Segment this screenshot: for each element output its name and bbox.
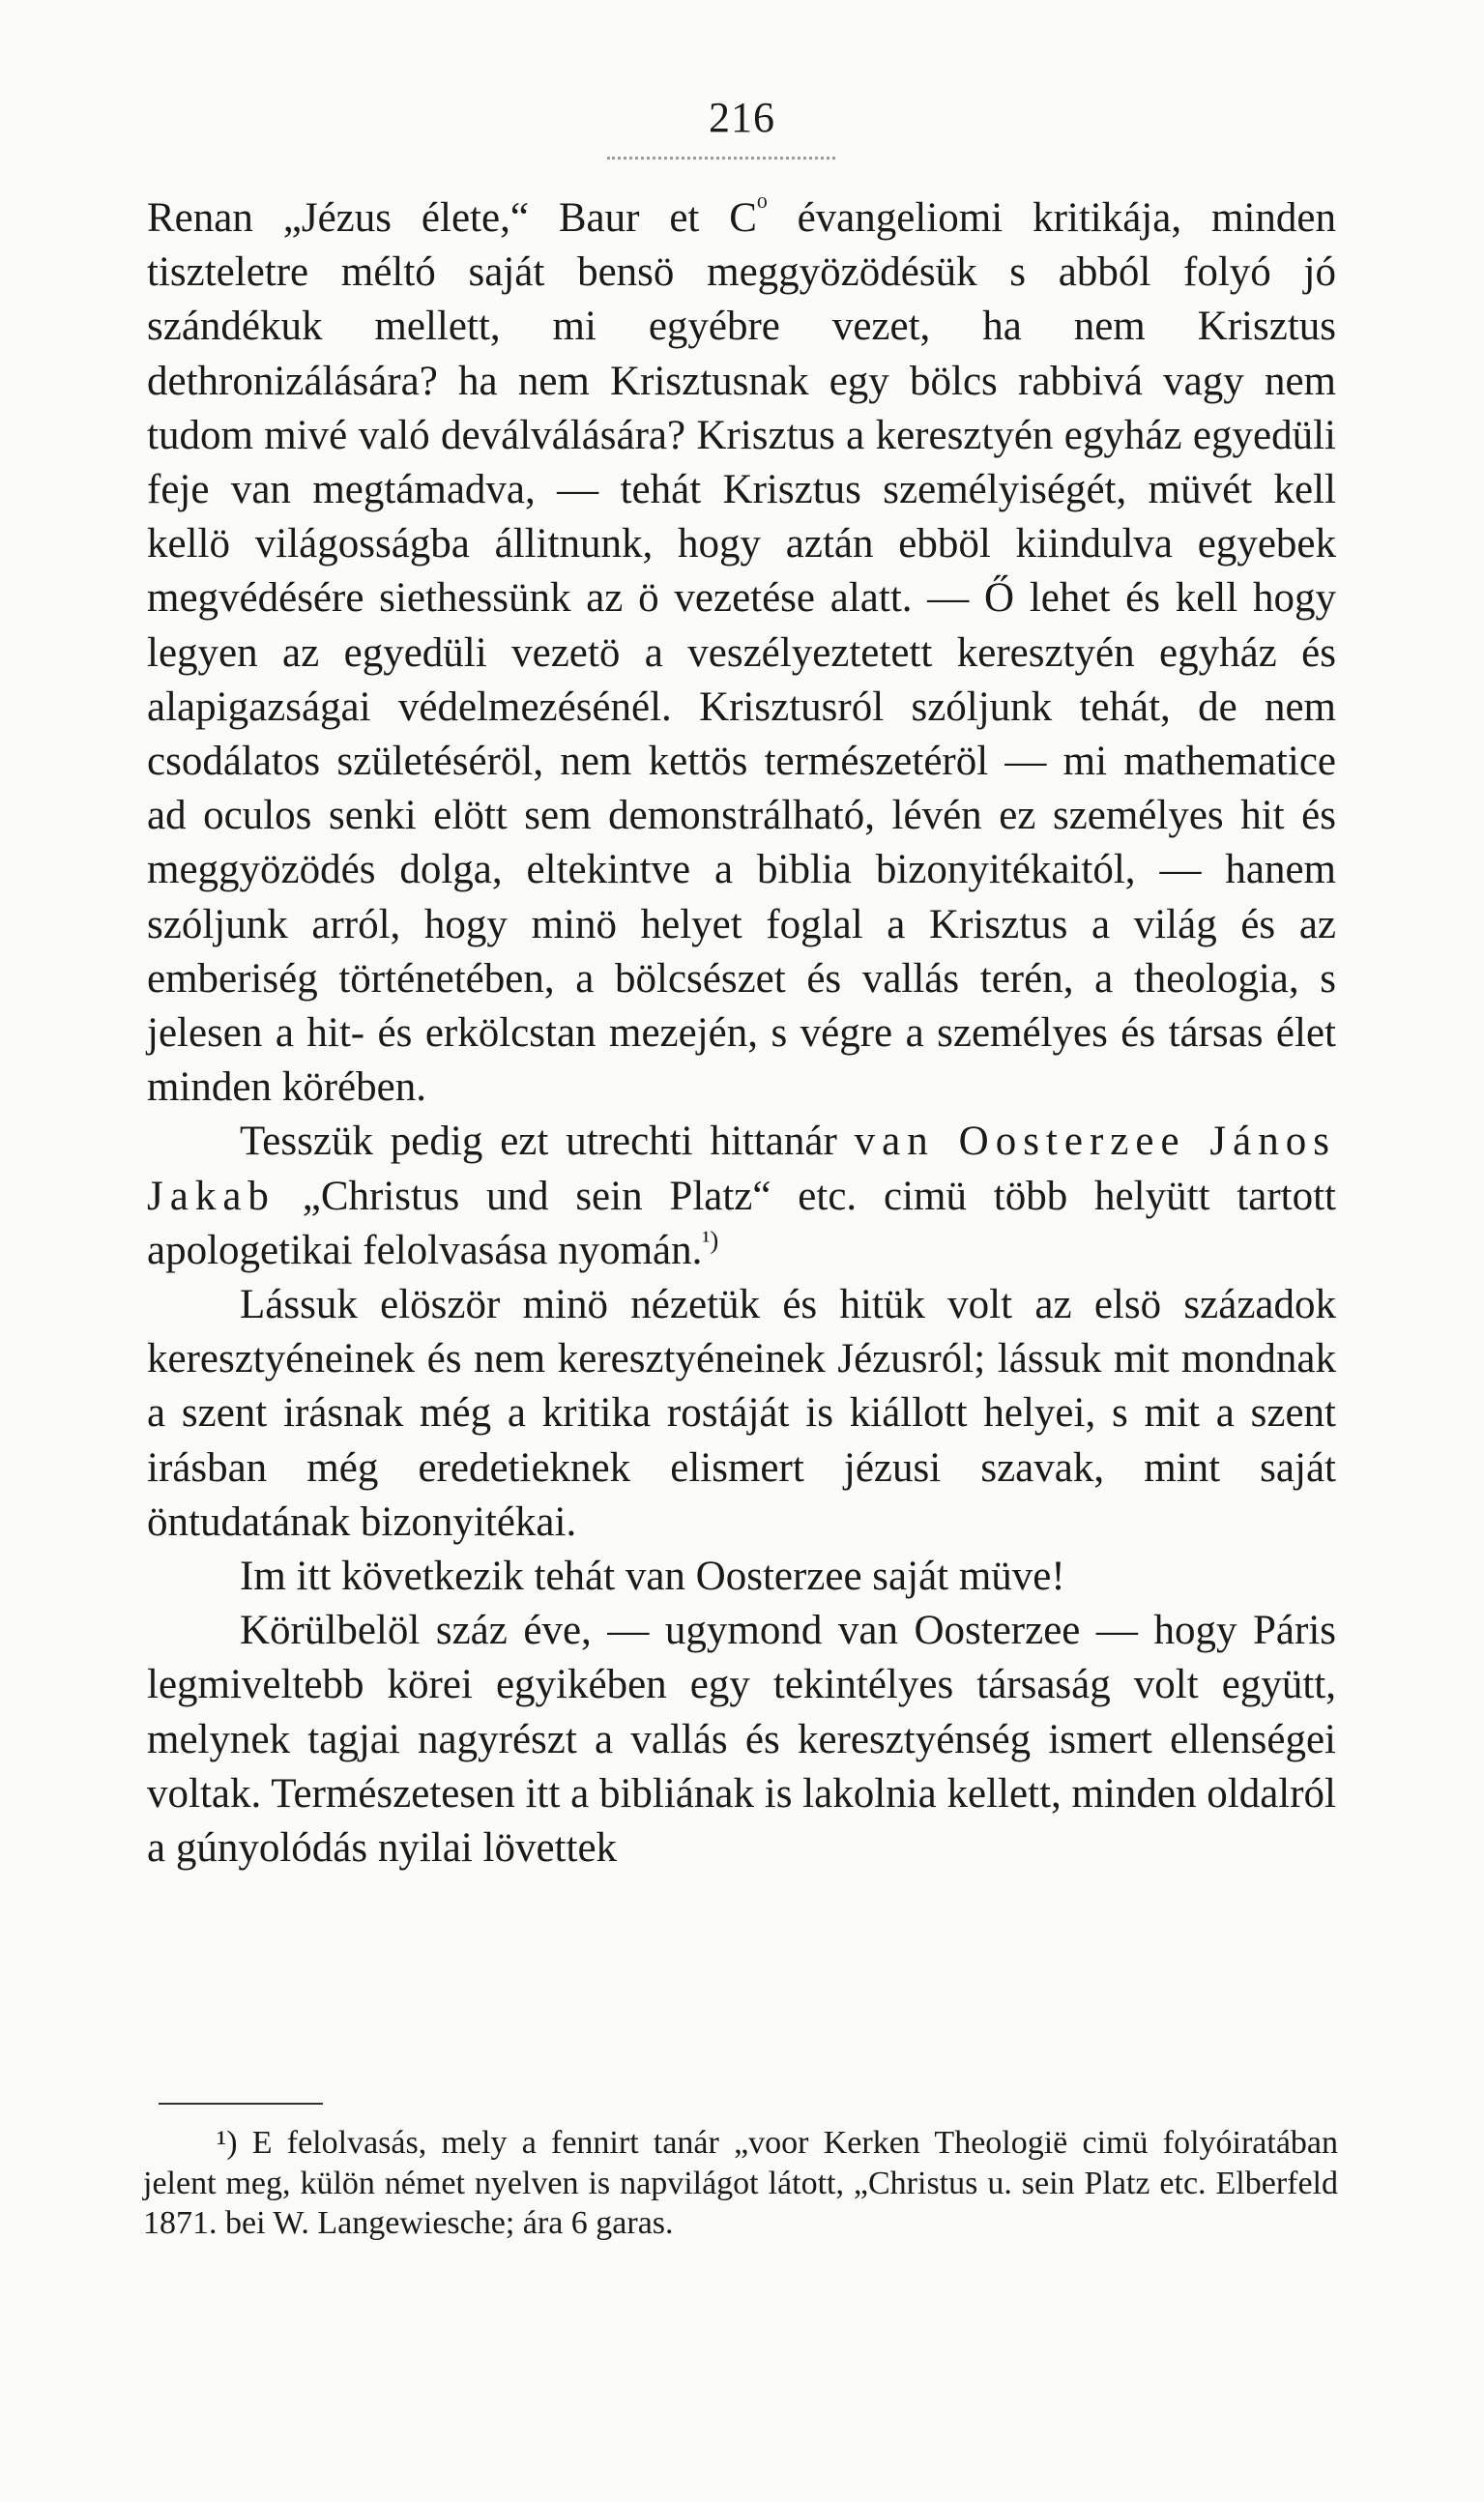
paragraph-4: Im itt következik tehát van Oosterzee saját müve! [240, 1554, 1065, 1600]
superscript-zero: ⁰ [756, 192, 768, 222]
page-number-ornament [607, 157, 835, 160]
footnote-paragraph [143, 2123, 1338, 2244]
footnote [143, 2123, 1338, 2244]
author-name: van Oosterzee János Jakab [147, 1119, 1336, 1219]
paragraph-2-start: Tesszük pedig ezt utrechti hittanár [240, 1119, 855, 1165]
footnote-marker: ¹) [217, 2125, 238, 2161]
page-number: 216 [709, 94, 775, 141]
paragraph-1 [147, 191, 1336, 1115]
paragraph-1-start: Renan „Jézus élete,“ Baur et C [147, 195, 757, 241]
footnote-rule [159, 2103, 323, 2105]
body-text [147, 191, 1336, 1876]
paragraph-3: Lássuk elöször minö nézetük és hitük volt az elsö századok keresztyéneinek és nem keresztyéneinek Jézusról; lássuk mit mondnak a szent irásnak még a kritika rostáját is kiállott helyei, s mit a szent irásban még eredetieknek elismert jézusi szavak, mint saját öntudatának bizonyitékai. [147, 1282, 1336, 1545]
paragraph-2 [147, 1115, 1336, 1278]
paragraph-5: Körülbelöl száz éve, — ugymond van Oosterzee — hogy Páris legmiveltebb körei egyikében egy tekintélyes társaság volt együtt, melynek tagjai nagyrészt a vallás és keresztyénség ismert ellenségei voltak. Természetesen itt a bibliának is lakolnia kellett, minden oldalról a gúnyolódás nyilai lövettek [147, 1608, 1336, 1872]
paragraph-1-rest: évangeliomi kritikája, minden tiszteletre méltó saját bensö meggyözödésük s abból folyó jó szándékuk mellett, mi egyébre vezet, ha nem Krisztus dethronizálására? ha nem Krisztusnak egy bölcs rabbivá vagy nem tudom mivé való deválválására? Krisztus a keresztyén egyház egyedüli feje van megtámadva, — tehát Krisztus személyiségét, müvét kell kellö világosságba állitnunk, hogy aztán ebböl kiindulva egyebek megvédésére siethessünk az ö vezetése alatt. — Ő lehet és kell hogy legyen az egyedüli vezetö a veszélyeztetett keresztyén egyház és alapigazságai védelmezésénél. Krisztusról szóljunk tehát, de nem csodálatos születéséröl, nem kettös természetéröl — mi mathematice ad oculos senki elött sem demonstrálható, lévén ez személyes hit és meggyözödés dolga, eltekintve a biblia bizonyitékaitól, — hanem szóljunk arról, hogy minö helyet foglal a Krisztus a világ és az emberiség történetében, a bölcsészet és vallás terén, a theologia, s jelesen a hit- és erkölcstan mezején, s végre a személyes és társas élet minden körében. [147, 195, 1336, 1111]
footnote-text: E felolvasás, mely a fennirt tanár „voor Kerken Theologië cimü folyóiratában jelent meg, külön német nyelven is napvilágot látott, „Christus u. sein Platz etc. Elberfeld 1871. bei W. Langewiesche; ára 6 garas. [143, 2125, 1338, 2241]
footnote-reference: ¹) [702, 1225, 719, 1255]
paragraph-2-rest: „Christus und sein Platz“ etc. cimü több helyütt tartott apologetikai felolvasása nyomán. [147, 1173, 1336, 1273]
